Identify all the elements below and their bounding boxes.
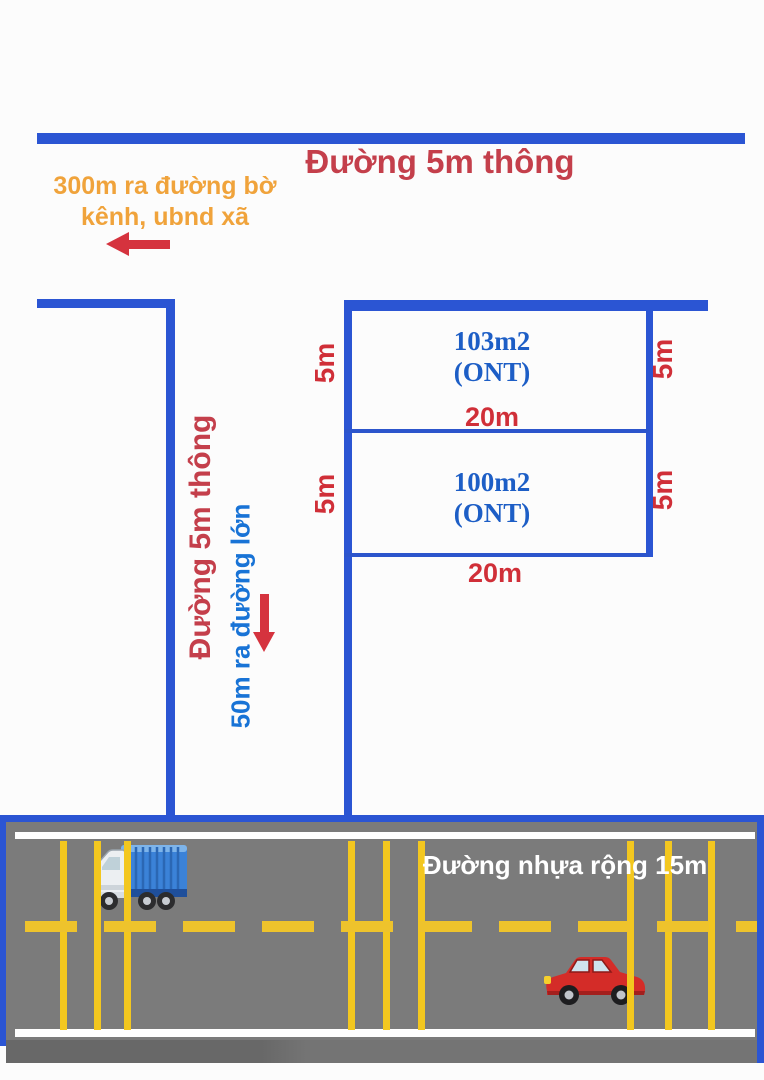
top-road-name: Đường 5m thông <box>305 143 575 180</box>
center-dashed-line <box>25 921 757 932</box>
plot2-zoning: (ONT) <box>453 498 531 528</box>
direction-note-line1: 300m ra đường bờ <box>53 172 277 200</box>
bottom-road-name: Đường nhựa rộng 15m <box>422 850 708 880</box>
plot1-label <box>392 326 592 388</box>
delivery-truck-icon <box>91 843 191 911</box>
plot-left-edge <box>344 300 352 818</box>
lane-marking <box>124 841 131 1030</box>
side-road-name: Đường 5m thông <box>184 414 217 660</box>
bottom-road-left-border <box>0 815 6 1046</box>
plot1-frontage-dim: 20m <box>464 402 520 432</box>
side-road-left-edge <box>166 299 175 818</box>
plot1-area: 103m2 <box>453 326 531 356</box>
bottom-road-top-border <box>0 815 764 822</box>
road-edge-line-top <box>15 832 755 839</box>
left-block-line <box>37 299 172 308</box>
plot2-area: 100m2 <box>453 467 531 497</box>
plot1-side-left-dim: 5m <box>309 342 340 384</box>
lane-marking <box>94 841 101 1030</box>
left-arrow-icon <box>106 231 172 257</box>
down-arrow-icon <box>252 594 276 652</box>
plot2-frontage-dim: 20m <box>467 558 523 588</box>
direction-note-top <box>40 171 290 233</box>
plot2-label <box>392 467 592 529</box>
lane-marking <box>383 841 390 1030</box>
sidewalk-strip <box>6 1040 757 1063</box>
plot-top-line <box>344 300 708 311</box>
plot1-zoning: (ONT) <box>453 357 531 387</box>
plot2-side-right-dim: 5m <box>647 469 678 511</box>
road-edge-line-bottom <box>15 1029 755 1037</box>
plot-bottom-line <box>344 553 649 557</box>
side-road-direction-note: 50m ra đường lớn <box>225 503 256 729</box>
lane-marking <box>60 841 67 1030</box>
plot2-side-left-dim: 5m <box>309 473 340 515</box>
plot1-side-right-dim: 5m <box>647 338 678 380</box>
lane-marking <box>348 841 355 1030</box>
direction-note-line2: kênh, ubnd xã <box>80 203 250 231</box>
bottom-road-right-border <box>757 815 764 1063</box>
